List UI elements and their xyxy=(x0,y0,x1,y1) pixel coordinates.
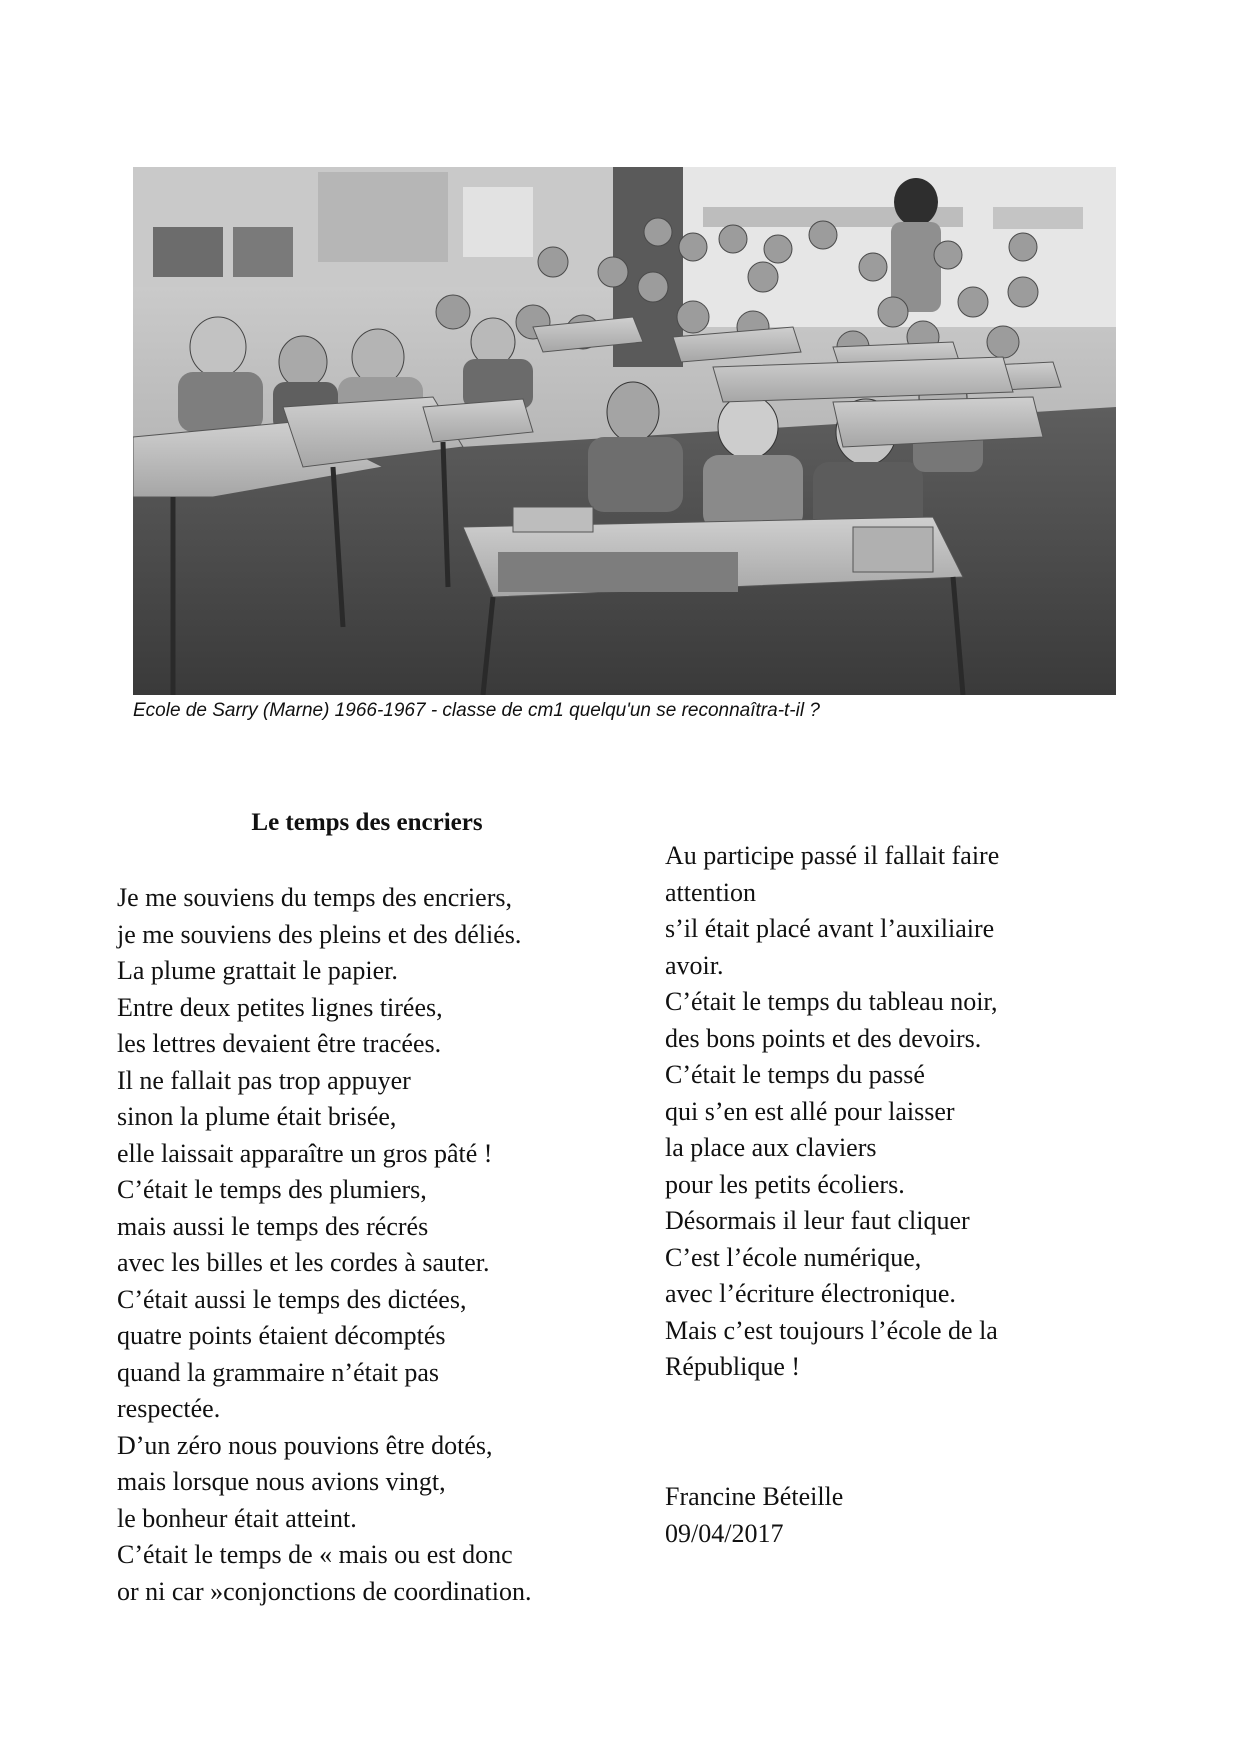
poem-line: Mais c’est toujours l’école de la xyxy=(665,1315,998,1345)
poem-line: or ni car »conjonctions de coordination. xyxy=(117,1576,532,1606)
poem-line: C’était aussi le temps des dictées, xyxy=(117,1284,467,1314)
classroom-photo-drawing xyxy=(133,167,1116,695)
poem-line: mais lorsque nous avions vingt, xyxy=(117,1467,446,1496)
poem-line: Au participe passé il fallait faire xyxy=(665,841,1000,870)
poem-line: respectée. xyxy=(117,1394,221,1423)
poem-line: s’il était placé avant l’auxiliaire xyxy=(665,914,995,943)
poem-line: quand la grammaire n’était pas xyxy=(117,1357,439,1387)
classroom-photo xyxy=(133,167,1116,695)
poem-line: avec les billes et les cordes à sauter. xyxy=(117,1248,490,1277)
poem-line: La plume grattait le papier. xyxy=(117,956,398,985)
poem-line: pour les petits écoliers. xyxy=(665,1169,905,1199)
signature-block xyxy=(665,1479,843,1552)
poem-line: Entre deux petites lignes tirées, xyxy=(117,992,443,1022)
poem-line: quatre points étaient décomptés xyxy=(117,1321,446,1350)
poem-line: Je me souviens du temps des encriers, xyxy=(117,883,512,912)
photo-caption: Ecole de Sarry (Marne) 1966-1967 - classe de cm1 quelqu'un se reconnaîtra-t-il ? xyxy=(133,700,820,721)
poem-line: D’un zéro nous pouvions être dotés, xyxy=(117,1430,493,1460)
poem-line: C’est l’école numérique, xyxy=(665,1242,922,1272)
author-name: Francine Béteille xyxy=(665,1482,844,1511)
poem-line: des bons points et des devoirs. xyxy=(665,1023,982,1053)
poem-line: République ! xyxy=(665,1352,801,1381)
poem-line: avoir. xyxy=(665,950,724,980)
poem-line: elle laissait apparaître un gros pâté ! xyxy=(117,1138,493,1168)
poem-line: le bonheur était atteint. xyxy=(117,1503,357,1533)
poem-line: Désormais il leur faut cliquer xyxy=(665,1206,970,1235)
poem-line: je me souviens des pleins et des déliés. xyxy=(117,919,522,949)
poem-line: C’était le temps de « mais ou est donc xyxy=(117,1540,513,1569)
poem-line: Il ne fallait pas trop appuyer xyxy=(117,1065,411,1095)
poem-line: la place aux claviers xyxy=(665,1133,877,1162)
poem-line: sinon la plume était brisée, xyxy=(117,1102,397,1131)
poem-line: avec l’écriture électronique. xyxy=(665,1279,956,1308)
poem-line: C’était le temps du passé xyxy=(665,1060,925,1089)
poem-left-column xyxy=(117,880,637,1610)
poem-date: 09/04/2017 xyxy=(665,1518,784,1548)
poem-right-column xyxy=(665,838,1125,1386)
poem-line: C’était le temps du tableau noir, xyxy=(665,987,998,1016)
poem-line: les lettres devaient être tracées. xyxy=(117,1029,442,1058)
poem-line: qui s’en est allé pour laisser xyxy=(665,1096,955,1126)
poem-line: mais aussi le temps des récrés xyxy=(117,1211,429,1241)
poem-title: Le temps des encriers xyxy=(251,809,483,836)
poem-line: C’était le temps des plumiers, xyxy=(117,1175,427,1204)
poem-line: attention xyxy=(665,877,756,907)
